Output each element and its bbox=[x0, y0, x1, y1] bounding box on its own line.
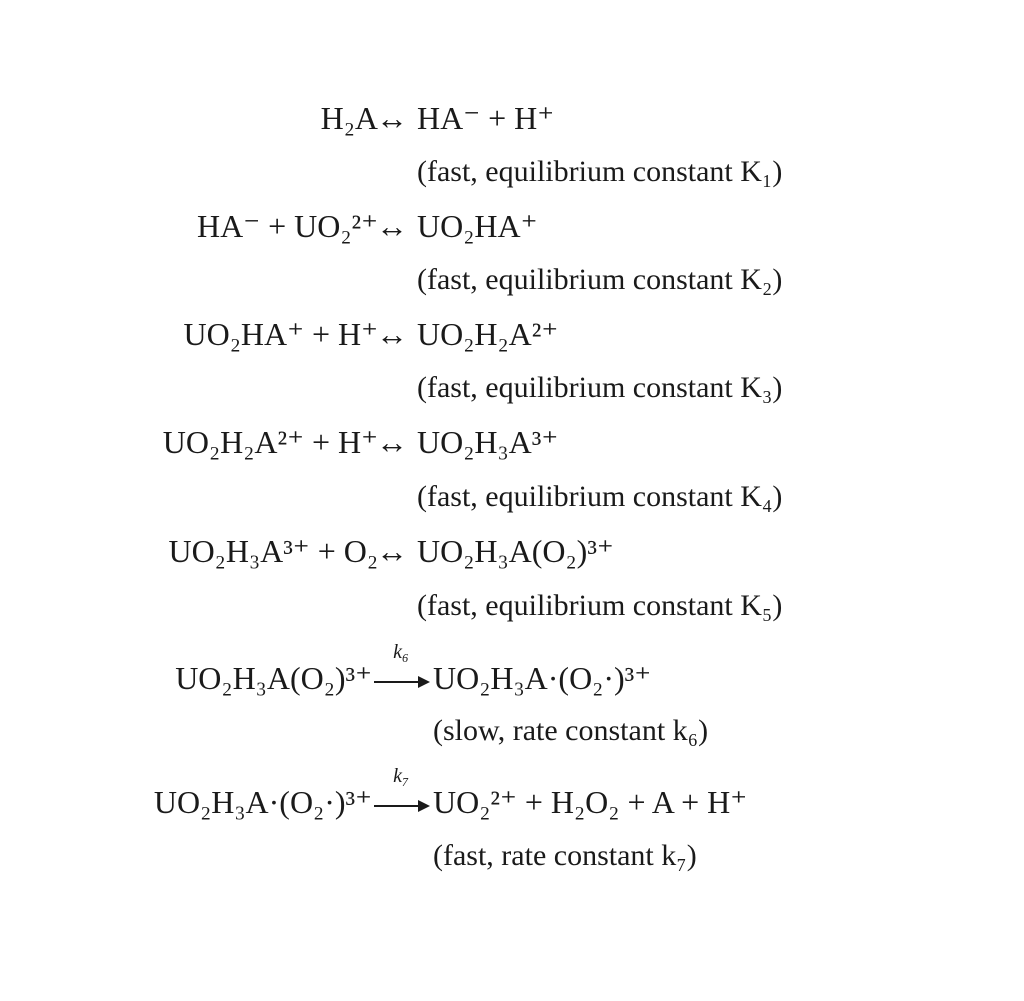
equilibrium-arrow: ↔ bbox=[376, 208, 408, 244]
reaction-2-reactants: HA⁻ + UO₂²⁺ bbox=[196, 208, 378, 244]
reaction-3-equation bbox=[0, 312, 1024, 356]
reaction-4-reactants: UO₂H₂A²⁺ + H⁺ bbox=[162, 424, 378, 460]
reaction-1-condition: (fast, equilibrium constant K₁) bbox=[417, 155, 783, 188]
equilibrium-arrow: ↔ bbox=[376, 533, 408, 569]
reaction-7-reactants: UO₂H₃A·(O₂·)³⁺ bbox=[153, 784, 372, 820]
reaction-4-condition: (fast, equilibrium constant K₄) bbox=[417, 480, 783, 513]
reaction-1-products: HA⁻ + H⁺ bbox=[417, 100, 555, 136]
rate-arrow-label: k₆ bbox=[393, 641, 409, 663]
reaction-2-condition: (fast, equilibrium constant K₂) bbox=[417, 263, 783, 296]
reaction-3-reactants: UO₂HA⁺ + H⁺ bbox=[183, 316, 378, 352]
reaction-7-condition: (fast, rate constant k₇) bbox=[433, 839, 697, 872]
rate-arrow bbox=[372, 765, 430, 824]
reaction-4-products: UO₂H₃A³⁺ bbox=[417, 424, 559, 460]
reaction-5-products: UO₂H₃A(O₂)³⁺ bbox=[417, 533, 614, 569]
reaction-6-equation bbox=[0, 641, 1024, 700]
reaction-2-equation bbox=[0, 204, 1024, 248]
arrow-head-icon bbox=[418, 676, 430, 688]
reaction-6-condition: (slow, rate constant k₆) bbox=[433, 714, 709, 747]
reaction-5-reactants: UO₂H₃A³⁺ + O₂ bbox=[168, 533, 378, 569]
equilibrium-arrow: ↔ bbox=[376, 100, 408, 136]
reaction-3-products: UO₂H₂A²⁺ bbox=[417, 316, 559, 352]
reaction-5-equation bbox=[0, 529, 1024, 573]
arrow-head-icon bbox=[418, 800, 430, 812]
reaction-1-equation bbox=[0, 96, 1024, 140]
reaction-6-products: UO₂H₃A·(O₂·)³⁺ bbox=[433, 660, 652, 696]
reaction-2-products: UO₂HA⁺ bbox=[417, 208, 538, 244]
arrow-shaft bbox=[374, 681, 422, 683]
reaction-3-condition: (fast, equilibrium constant K₃) bbox=[417, 371, 783, 404]
equilibrium-arrow: ↔ bbox=[376, 316, 408, 352]
reaction-7-products: UO₂²⁺ + H₂O₂ + A + H⁺ bbox=[433, 784, 748, 820]
equilibrium-arrow: ↔ bbox=[376, 424, 408, 460]
arrow-shaft bbox=[374, 805, 422, 807]
reaction-4-equation bbox=[0, 420, 1024, 464]
rate-arrow bbox=[372, 641, 430, 700]
rate-arrow-label: k₇ bbox=[393, 765, 409, 787]
reaction-5-condition: (fast, equilibrium constant K₅) bbox=[417, 589, 783, 622]
reaction-1-reactants: H₂A bbox=[320, 100, 378, 136]
reaction-6-reactants: UO₂H₃A(O₂)³⁺ bbox=[175, 660, 372, 696]
reaction-7-equation bbox=[0, 765, 1024, 824]
